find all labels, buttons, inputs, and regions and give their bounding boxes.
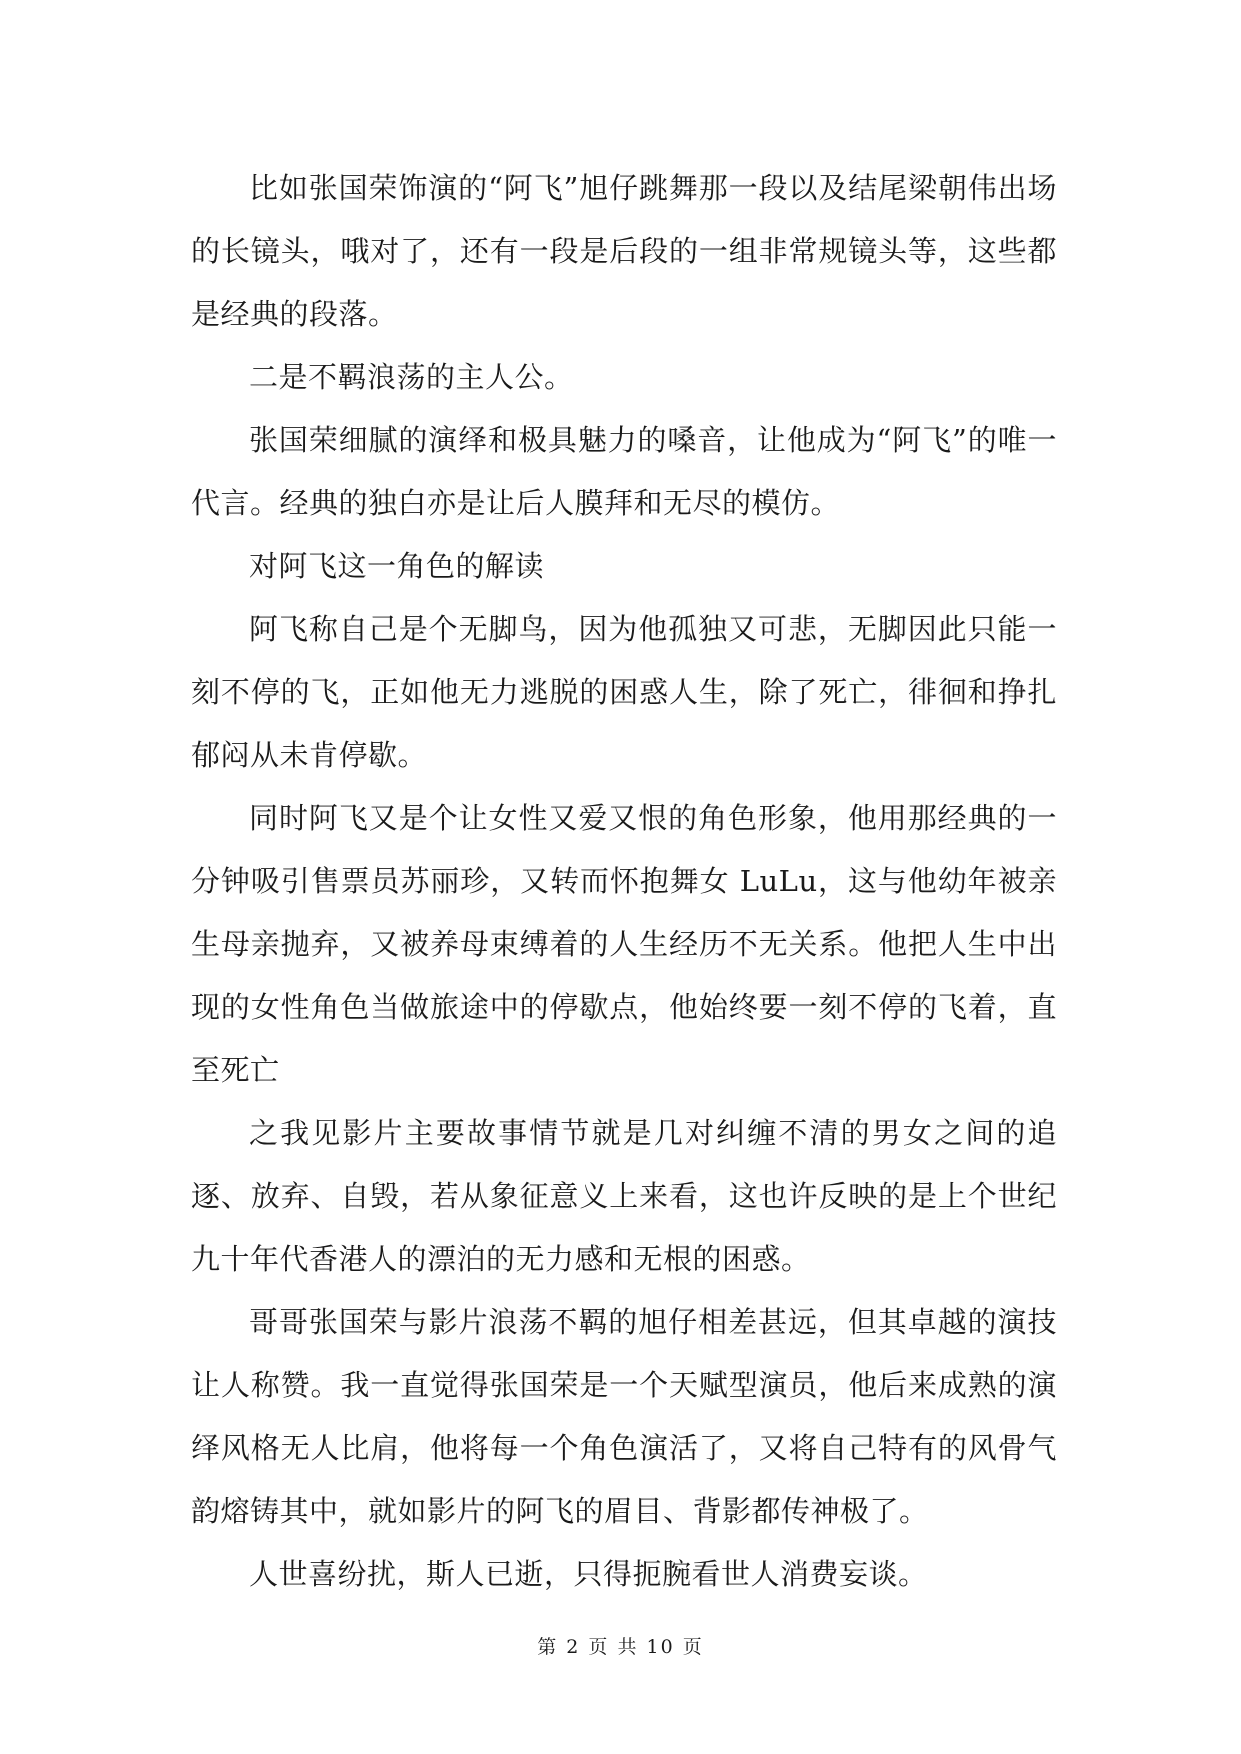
paragraph-3: 张国荣细腻的演绎和极具魅力的嗓音，让他成为“阿飞”的唯一代言。经典的独白亦是让后人膜拜和无尽的模仿。 bbox=[191, 423, 1057, 520]
body-text bbox=[191, 157, 1057, 1606]
paragraph-4: 对阿飞这一角色的解读 bbox=[249, 549, 545, 583]
paragraph-9: 人世喜纷扰，斯人已逝，只得扼腕看世人消费妄谈。 bbox=[249, 1557, 928, 1591]
paragraph-2: 二是不羁浪荡的主人公。 bbox=[249, 360, 574, 394]
paragraph-1: 比如张国荣饰演的“阿飞”旭仔跳舞那一段以及结尾梁朝伟出场的长镜头，哦对了，还有一段是后段的一组非常规镜头等，这些都是经典的段落。 bbox=[191, 171, 1057, 331]
paragraph-7: 之我见影片主要故事情节就是几对纠缠不清的男女之间的追逐、放弃、自毁，若从象征意义上来看，这也许反映的是上个世纪九十年代香港人的漂泊的无力感和无根的困惑。 bbox=[191, 1116, 1057, 1276]
paragraph-6: 同时阿飞又是个让女性又爱又恨的角色形象，他用那经典的一分钟吸引售票员苏丽珍，又转而怀抱舞女 LuLu，这与他幼年被亲生母亲抛弃，又被养母束缚着的人生经历不无关系。他把人生中出现的女性角色当做旅途中的停歇点，他始终要一刻不停的飞着，直至死亡 bbox=[191, 801, 1057, 1087]
paragraph-5: 阿飞称自己是个无脚鸟，因为他孤独又可悲，无脚因此只能一刻不停的飞，正如他无力逃脱的困惑人生，除了死亡，徘徊和挣扎郁闷从未肯停歇。 bbox=[191, 612, 1057, 772]
page-number-footer: 第 2 页 共 10 页 bbox=[537, 1636, 704, 1658]
paragraph-8: 哥哥张国荣与影片浪荡不羁的旭仔相差甚远，但其卓越的演技让人称赞。我一直觉得张国荣是一个天赋型演员，他后来成熟的演绎风格无人比肩，他将每一个角色演活了，又将自己特有的风骨气韵熔铸其中，就如影片的阿飞的眉目、背影都传神极了。 bbox=[191, 1305, 1057, 1528]
